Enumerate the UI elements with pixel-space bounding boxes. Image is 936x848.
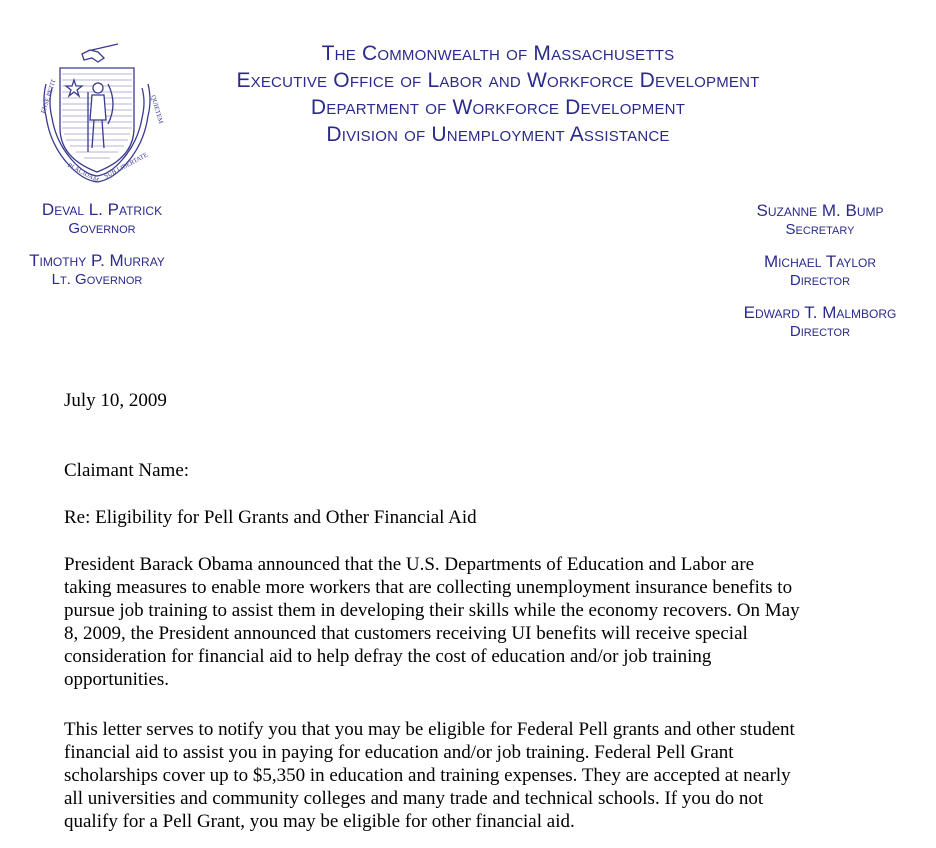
official-title: Secretary: [785, 221, 855, 238]
text-line: This letter serves to notify you that you may be eligible for Federal Pell grants and other student: [64, 719, 795, 740]
svg-text:QUIETEM: QUIETEM: [149, 94, 165, 125]
official-name: Deval L. Patrick: [41, 200, 163, 219]
official-director-2: [722, 303, 918, 341]
text-line: opportunities.: [64, 669, 170, 690]
svg-text:ENSE PETIT: ENSE PETIT: [40, 78, 58, 115]
text-line: qualify for a Pell Grant, you may be eligible for other financial aid.: [64, 811, 575, 832]
header-line: Executive Office of Labor and Workforce Development: [236, 69, 760, 92]
svg-text:SUB LIBERTATE: SUB LIBERTATE: [103, 151, 149, 181]
text-line: 8, 2009, the President announced that customers receiving UI benefits will receive special: [64, 623, 748, 644]
official-secretary: [732, 201, 908, 239]
agency-header: [160, 40, 836, 148]
official-title: Director: [789, 323, 851, 340]
official-name: Timothy P. Murray: [29, 251, 165, 270]
text-line: financial aid to assist you in paying for education and/or job training. Federal Pell Grant: [64, 742, 734, 763]
official-governor: [18, 200, 186, 238]
svg-text:PLACIDAM: PLACIDAM: [66, 161, 100, 185]
header-line: The Commonwealth of Massachusetts: [321, 42, 675, 65]
official-title: Governor: [68, 220, 136, 237]
text-line: scholarships cover up to $5,350 in education and training expenses. They are accepted at nearly: [64, 765, 791, 786]
official-name: Edward T. Malmborg: [743, 303, 897, 322]
header-line: Division of Unemployment Assistance: [326, 123, 670, 146]
official-lt-governor: [4, 251, 190, 289]
paragraph-2: [64, 718, 874, 833]
official-title: Director: [789, 272, 851, 289]
claimant-name-label: Claimant Name:: [64, 460, 190, 481]
text-line: all universities and community colleges and many trade and technical schools. If you do not: [64, 788, 764, 809]
official-name: Michael Taylor: [763, 252, 877, 271]
header-line: Department of Workforce Development: [310, 96, 686, 119]
paragraph-1: [64, 553, 874, 691]
official-name: Suzanne M. Bump: [756, 201, 884, 220]
text-line: President Barack Obama announced that the U.S. Departments of Education and Labor are: [64, 554, 755, 575]
letter-date: July 10, 2009: [64, 390, 167, 411]
subject-line: Re: Eligibility for Pell Grants and Other Financial Aid: [64, 507, 477, 528]
official-title: Lt. Governor: [51, 271, 143, 288]
text-line: consideration for financial aid to help defray the cost of education and/or job training: [64, 646, 712, 667]
official-director-1: [740, 252, 900, 290]
text-line: taking measures to enable more workers that are collecting unemployment insurance benefits to: [64, 577, 793, 598]
state-seal: [38, 40, 165, 188]
text-line: pursue job training to assist them in developing their skills while the economy recovers. On May: [64, 600, 800, 621]
